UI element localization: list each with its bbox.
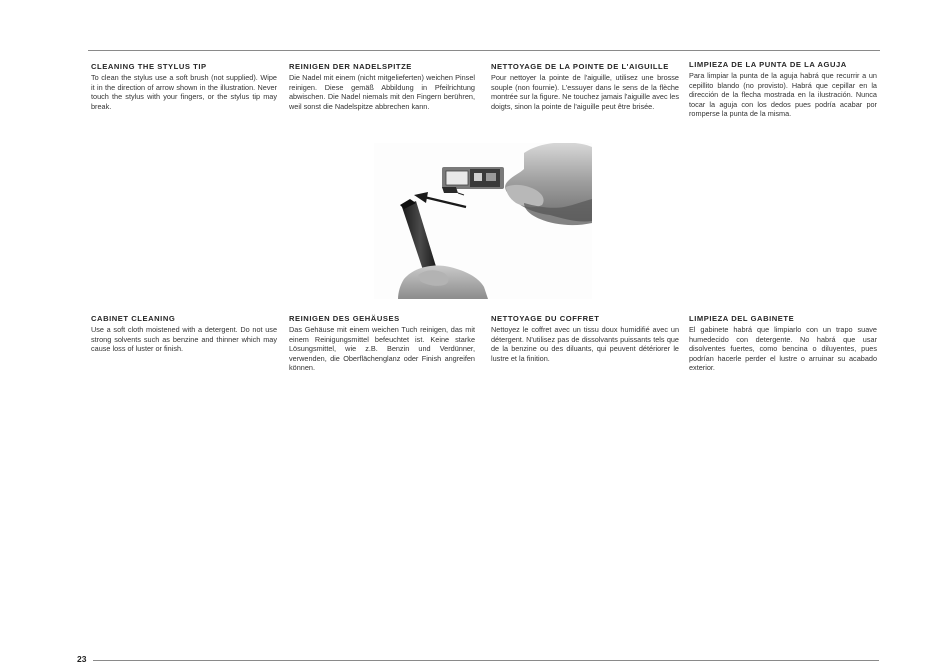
section-cabinet-es bbox=[689, 314, 877, 373]
top-rule bbox=[88, 50, 880, 51]
heading-stylus-en: CLEANING THE STYLUS TIP bbox=[91, 62, 207, 71]
body-stylus-es: Para limpiar la punta de la aguja habrá que recurrir a un cepillito blando (no provisto). Habrá que cepillar en la dirección de la flecha mostrada en la ilustración. Nunca tocar la aguja con los dedos pues podría acabar por romperse la punta de la misma. bbox=[689, 71, 877, 119]
section-stylus-de bbox=[289, 62, 475, 111]
body-stylus-de: Die Nadel mit einem (nicht mitgelieferten) weichen Pinsel reinigen. Diese gemäß Abbildung in Pfeilrichtung abwischen. Die Nadel niemals mit den Fingern berühren, weil sonst die Nadelspitze abbrechen kann. bbox=[289, 73, 475, 111]
heading-cabinet-de: REINIGEN DES GEHÄUSES bbox=[289, 314, 400, 323]
section-stylus-es bbox=[689, 60, 877, 119]
stylus-cleaning-photo bbox=[374, 143, 592, 299]
heading-cabinet-es: LIMPIEZA DEL GABINETE bbox=[689, 314, 795, 323]
body-stylus-en: To clean the stylus use a soft brush (not supplied). Wipe it in the direction of arrow shown in the illustration. Never touch the stylus with your fingers, or the stylus tip may break. bbox=[91, 73, 277, 111]
heading-cabinet-en: CABINET CLEANING bbox=[91, 314, 176, 323]
page-number: 23 bbox=[77, 654, 87, 664]
body-cabinet-de: Das Gehäuse mit einem weichen Tuch reinigen, das mit einem Reinigungsmittel befeuchtet ist. Keine starke Lösungsmittel, wie z.B. Benzin und Verdünner, verwenden, die Oberflächenglanz oder Finish angreifen können. bbox=[289, 325, 475, 373]
section-cabinet-de bbox=[289, 314, 475, 373]
heading-stylus-fr: NETTOYAGE DE LA POINTE DE L'AIGUILLE bbox=[491, 62, 669, 71]
body-stylus-fr: Pour nettoyer la pointe de l'aiguille, utilisez une brosse souple (non fournie). L'essuyer dans le sens de la flèche montrée sur la figure. Ne touchez jamais l'aiguille avec les doigts, sinon la pointe de l'aiguille peut être brisée. bbox=[491, 73, 679, 111]
body-cabinet-es: El gabinete habrá que limpiarlo con un trapo suave humedecido con detergente. No habrá que usar disolventes fuertes, como bencina o diluyentes, pues podrían hacerle perder el lustre o arruinar su acabado exterior. bbox=[689, 325, 877, 373]
section-cabinet-en bbox=[91, 314, 277, 354]
body-cabinet-fr: Nettoyez le coffret avec un tissu doux humidifié avec un détergent. N'utilisez pas de dissolvants puissants tels que de la benzine ou des diluants, qui peuvent détériorer le lustre et la finition. bbox=[491, 325, 679, 363]
heading-stylus-de: REINIGEN DER NADELSPITZE bbox=[289, 62, 412, 71]
section-stylus-en bbox=[91, 62, 277, 111]
heading-cabinet-fr: NETTOYAGE DU COFFRET bbox=[491, 314, 600, 323]
section-stylus-fr bbox=[491, 62, 679, 111]
section-cabinet-fr bbox=[491, 314, 679, 363]
bottom-rule bbox=[93, 660, 879, 661]
body-cabinet-en: Use a soft cloth moistened with a detergent. Do not use strong solvents such as benzine and thinner which may cause loss of luster or finish. bbox=[91, 325, 277, 354]
heading-stylus-es: LIMPIEZA DE LA PUNTA DE LA AGUJA bbox=[689, 60, 847, 69]
